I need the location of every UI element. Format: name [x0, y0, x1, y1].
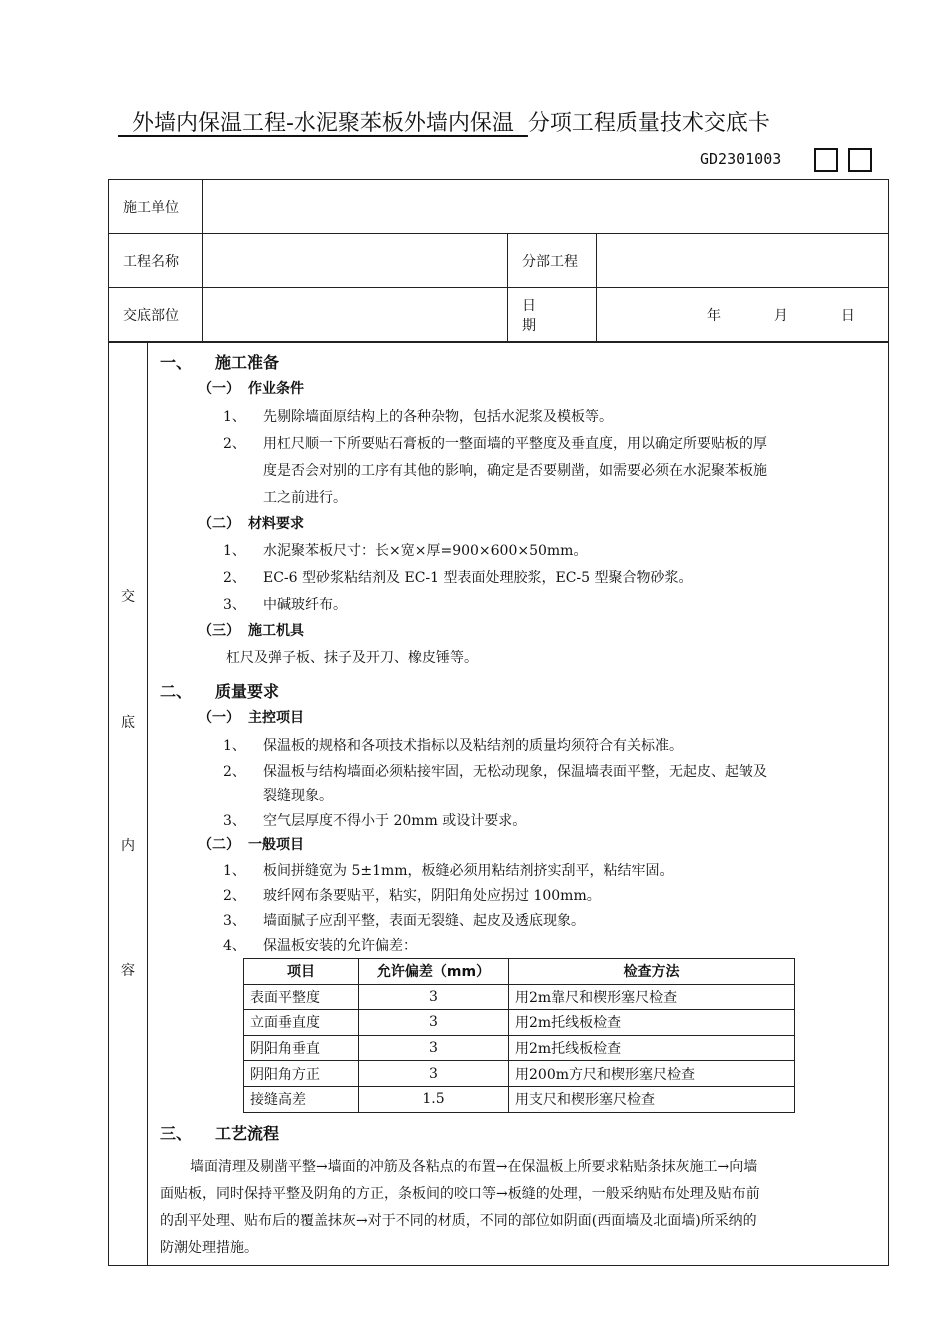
month-label: 月 [773, 307, 788, 324]
process-line: 面贴板，同时保持平整及阴角的方正，条板间的咬口等→板缝的处理，一般采纳贴布处理及贴布前 [160, 1186, 760, 1202]
table-header-row [244, 959, 795, 985]
title-main: 分项工程质量技术交底卡 [527, 111, 770, 136]
list-item: 保温板与结构墙面必须粘接牢固，无松动现象，保温墙表面平整，无起皮、起皱及 [263, 764, 767, 780]
location-value[interactable] [203, 288, 508, 342]
list-num: 2、 [223, 570, 246, 586]
list-num: 1、 [223, 543, 246, 559]
cell-item: 阴阳角方正 [244, 1061, 359, 1087]
s1-sub1-num: （一） [198, 381, 240, 397]
list-num: 2、 [223, 436, 246, 452]
cell-item: 表面平整度 [244, 984, 359, 1010]
list-item: 玻纤网布条要贴平，粘实，阴阳角处应拐过 100mm。 [263, 888, 601, 904]
section-1-title: 施工准备 [215, 353, 280, 372]
cell-method: 用2m靠尺和楔形塞尺检查 [509, 984, 795, 1010]
side-char: 交 [121, 589, 135, 605]
unit-value[interactable] [203, 180, 889, 234]
location-label: 交底部位 [109, 288, 203, 342]
cell-tolerance: 3 [359, 1010, 509, 1036]
list-item: 用杠尺顺一下所要贴石膏板的一整面墙的平整度及垂直度，用以确定所要贴板的厚 [263, 436, 767, 452]
cell-item: 接缝高差 [244, 1086, 359, 1112]
project-label: 工程名称 [109, 234, 203, 288]
table-row [244, 1061, 795, 1087]
cell-tolerance: 1.5 [359, 1086, 509, 1112]
s2-sub1-num: （一） [198, 710, 240, 726]
cell-tolerance: 3 [359, 1035, 509, 1061]
date-value[interactable] [597, 288, 889, 342]
document-code: GD2301003 [700, 150, 782, 168]
title-project: 外墙内保温工程-水泥聚苯板外墙内保温 [118, 111, 528, 136]
process-line: 墙面清理及剔凿平整→墙面的冲筋及各粘点的布置→在保温板上所要求粘贴条抹灰施工→向墙 [190, 1159, 758, 1175]
list-item: 度是否会对别的工序有其他的影响，确定是否要剔凿，如需要必须在水泥聚苯板施 [263, 463, 767, 479]
list-num: 4、 [223, 938, 246, 954]
cell-tolerance: 3 [359, 984, 509, 1010]
col-header: 项目 [244, 959, 359, 985]
s1-sub2-num: （二） [198, 516, 240, 532]
cell-method: 用2m托线板检查 [509, 1010, 795, 1036]
s2-sub2-num: （二） [198, 837, 240, 853]
process-line: 防潮处理措施。 [160, 1240, 258, 1256]
list-num: 3、 [223, 913, 246, 929]
list-item: 先剔除墙面原结构上的各种杂物，包括水泥浆及模板等。 [263, 409, 613, 425]
cell-tolerance: 3 [359, 1061, 509, 1087]
list-item: EC-6 型砂浆粘结剂及 EC-1 型表面处理胶浆，EC-5 型聚合物砂浆。 [263, 570, 693, 586]
list-num: 1、 [223, 863, 246, 879]
list-item: 中碱玻纤布。 [263, 597, 347, 613]
s1-sub3-title: 施工机具 [248, 623, 304, 639]
year-label: 年 [707, 307, 721, 324]
tools-text: 杠尺及弹子板、抹子及开刀、橡皮锤等。 [226, 650, 478, 666]
s1-sub1-title: 作业条件 [248, 381, 304, 397]
s1-sub3-num: （三） [198, 623, 240, 639]
list-num: 1、 [223, 738, 246, 754]
list-item: 保温板的规格和各项技术指标以及粘结剂的质量均须符合有关标准。 [263, 738, 683, 754]
list-item: 空气层厚度不得小于 20mm 或设计要求。 [263, 813, 527, 829]
table-row [244, 1086, 795, 1112]
header-table [108, 179, 889, 342]
s1-sub2-title: 材料要求 [248, 516, 304, 532]
section-2-num: 二、 [160, 682, 193, 701]
content-box [108, 342, 889, 1266]
side-char: 内 [121, 838, 135, 854]
division-label: 分部工程 [508, 234, 597, 288]
list-item: 板间拼缝宽为 5±1mm，板缝必须用粘结剂挤实刮平，粘结牢固。 [263, 863, 674, 879]
section-3-title: 工艺流程 [215, 1124, 280, 1143]
cell-item: 阴阳角垂直 [244, 1035, 359, 1061]
col-header: 允许偏差（mm） [359, 959, 509, 985]
list-item: 墙面腻子应刮平整，表面无裂缝、起皮及透底现象。 [263, 913, 585, 929]
project-value[interactable] [203, 234, 508, 288]
list-item: 保温板安装的允许偏差： [263, 938, 417, 954]
list-num: 1、 [223, 409, 246, 425]
content-body [148, 343, 888, 1265]
date-label: 日期 [508, 288, 597, 342]
s2-sub1-title: 主控项目 [248, 710, 304, 726]
list-num: 2、 [223, 764, 246, 780]
day-label: 日 [840, 307, 855, 324]
section-2-title: 质量要求 [215, 682, 280, 701]
section-1-num: 一、 [160, 353, 193, 372]
section-3-num: 三、 [160, 1124, 193, 1143]
unit-label: 施工单位 [109, 180, 203, 234]
side-char: 底 [121, 715, 135, 731]
division-value[interactable] [597, 234, 889, 288]
tolerance-table [243, 958, 795, 1113]
table-row [244, 984, 795, 1010]
side-char: 容 [121, 963, 135, 979]
table-row [244, 1010, 795, 1036]
list-num: 2、 [223, 888, 246, 904]
list-num: 3、 [223, 813, 246, 829]
table-row [244, 1035, 795, 1061]
list-item: 水泥聚苯板尺寸：长×宽×厚=900×600×50mm。 [263, 543, 588, 559]
cell-method: 用200m方尺和楔形塞尺检查 [509, 1061, 795, 1087]
checkbox-1[interactable] [814, 148, 838, 172]
list-item: 裂缝现象。 [263, 788, 333, 804]
page-title [118, 104, 878, 144]
list-item: 工之前进行。 [263, 490, 347, 506]
cell-method: 用支尺和楔形塞尺检查 [509, 1086, 795, 1112]
cell-item: 立面垂直度 [244, 1010, 359, 1036]
list-num: 3、 [223, 597, 246, 613]
col-header: 检查方法 [509, 959, 795, 985]
s2-sub2-title: 一般项目 [248, 837, 304, 853]
process-line: 的刮平处理、贴布后的覆盖抹灰→对于不同的材质，不同的部位如阴面(西面墙及北面墙)所采纳的 [160, 1213, 757, 1229]
side-label [109, 343, 148, 1265]
checkbox-2[interactable] [848, 148, 872, 172]
cell-method: 用2m托线板检查 [509, 1035, 795, 1061]
